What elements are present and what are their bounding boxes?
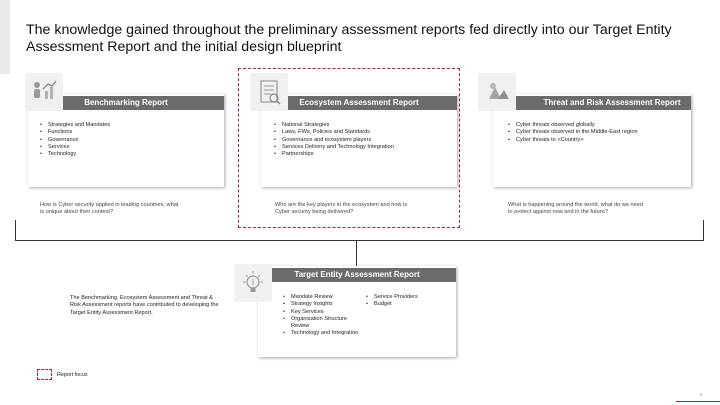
target-bullet-list-right: [366, 294, 451, 309]
ecosystem-question: Who are the key players in the ecosystem and how is Cyber security being delivered?: [275, 202, 408, 216]
slide-side-bar: [0, 0, 10, 74]
target-card-header: Target Entity Assessment Report: [258, 268, 456, 282]
list-item: • Cyber threats observed in the Middle-East region: [508, 129, 688, 136]
list-item: • Technology: [40, 151, 215, 158]
list-item: • Strategies and Mandates: [40, 122, 215, 129]
list-item: • Partnerships: [274, 151, 454, 158]
list-item: • Governance and ecosystem players: [274, 137, 454, 144]
ecosystem-card-header: Ecosystem Assessment Report: [261, 96, 457, 110]
list-item: • National Strategies: [274, 122, 454, 129]
page-number: 6: [700, 392, 703, 397]
connector-right: [703, 220, 704, 241]
threat-card-header: Threat and Risk Assessment Report: [493, 96, 691, 110]
chart-people-icon: [25, 73, 63, 111]
list-item: • Organisation Structure Review: [283, 316, 363, 331]
connector-center: [356, 240, 357, 266]
document-checklist-icon: [250, 73, 288, 111]
slide-title: The knowledge gained throughout the preliminary assessment reports fed directly into our Target Entity Assessment Report and the initial design blueprint: [26, 22, 672, 55]
benchmarking-question: How is Cyber security applied in leading countries, what is unique about their context?: [40, 202, 179, 216]
list-item: • Service Providers: [366, 294, 451, 301]
list-item: • Laws, FWs, Policies and Standards: [274, 129, 454, 136]
list-item: • Strategy Insights: [283, 301, 363, 308]
list-item: • Governance: [40, 137, 215, 144]
list-item: • Technology and Integration: [283, 330, 363, 337]
list-item: • Cyber threats observed globally: [508, 122, 688, 129]
list-item: • Key Services: [283, 309, 363, 316]
target-bullet-list-left: [283, 294, 363, 338]
list-item: • Services Delivery and Technology Integration: [274, 144, 454, 151]
report-focus-legend-label: Report focus: [57, 372, 88, 378]
threat-question: What is happening around the world, what do we need to protect against now and in the future?: [508, 202, 643, 216]
connector-horizontal: [15, 240, 704, 241]
list-item: • Budget: [366, 301, 451, 308]
connector-left: [15, 220, 16, 241]
benchmarking-card-header: Benchmarking Report: [28, 96, 224, 110]
report-focus-legend-swatch: [37, 369, 52, 380]
list-item: • Cyber threats to <Country>: [508, 137, 688, 144]
list-item: • Services: [40, 144, 215, 151]
list-item: • Mandate Review: [283, 294, 363, 301]
warning-shapes-icon: [478, 73, 516, 111]
lightbulb-icon: [234, 264, 272, 302]
benchmarking-bullet-list: [40, 122, 215, 158]
threat-bullet-list: [508, 122, 688, 144]
summary-text: The Benchmarking, Ecosystem Assessment and Threat & Risk Assessment reports have contributed to developing the Target Entity Assessment Report.: [70, 295, 219, 316]
ecosystem-bullet-list: [274, 122, 454, 158]
list-item: • Functions: [40, 129, 215, 136]
footer-accent-line: [676, 401, 720, 402]
